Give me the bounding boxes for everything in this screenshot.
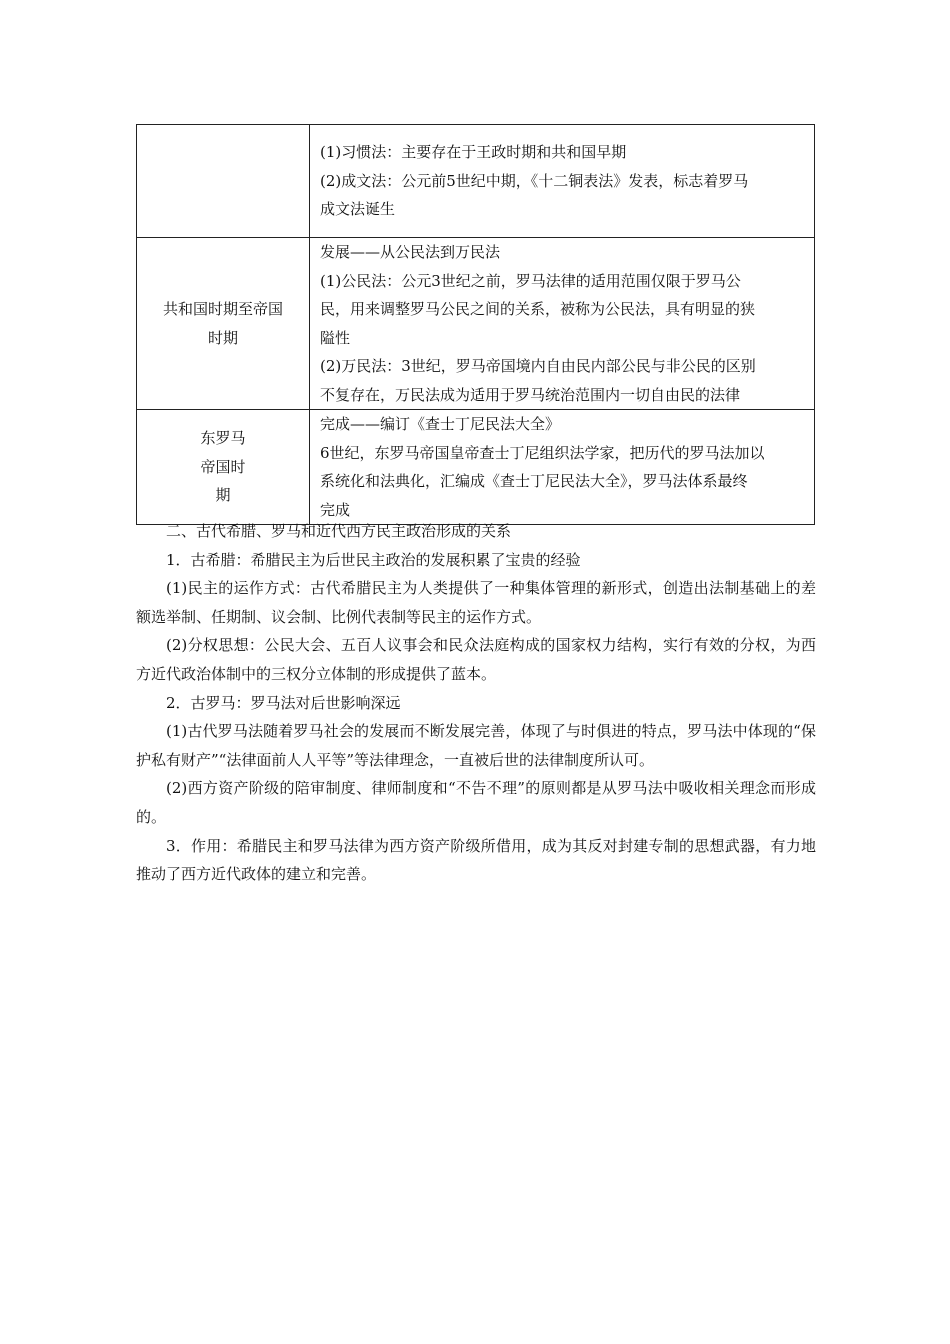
period-line: 时期 — [207, 328, 238, 347]
period-line: 帝国时 — [200, 457, 246, 476]
content-line: (1)公民法：公元3世纪之前，罗马法律的适用范围仅限于罗马公 — [320, 271, 741, 290]
content-cell — [310, 410, 815, 525]
period-cell — [137, 410, 310, 525]
content-line: 完成 — [320, 500, 351, 519]
content-cell — [310, 125, 815, 238]
content-line: 民，用来调整罗马公民之间的关系，被称为公民法，具有明显的狭 — [320, 300, 756, 318]
content-line: 隘性 — [320, 328, 351, 347]
paragraph: (2)分权思想：公民大会、五百人议事会和民众法庭构成的国家权力结构，实行有效的分权，为西方近代政治体制中的三权分立体制的形成提供了蓝本。 — [136, 636, 816, 683]
content-line: 完成——编订《查士丁尼民法大全》 — [320, 415, 561, 433]
content-line: 发展——从公民法到万民法 — [320, 243, 501, 261]
content-line: 不复存在，万民法成为适用于罗马统治范围内一切自由民的法律 — [320, 385, 741, 404]
content-line: (1)习惯法：主要存在于王政时期和共和国早期 — [320, 143, 627, 162]
paragraph: (2)西方资产阶级的陪审制度、律师制度和“不告不理”的原则都是从罗马法中吸收相关理念而形成的。 — [136, 779, 816, 826]
roman-law-table — [136, 124, 815, 525]
subheading: 2．古罗马：罗马法对后世影响深远 — [166, 693, 401, 712]
table-row — [137, 410, 815, 525]
table-row — [137, 125, 815, 238]
paragraph: 3．作用：希腊民主和罗马法律为西方资产阶级所借用，成为其反对封建专制的思想武器，有力地推动了西方近代政体的建立和完善。 — [136, 836, 816, 884]
content-cell — [310, 238, 815, 410]
paragraph: (1)民主的运作方式：古代希腊民主为人类提供了一种集体管理的新形式，创造出法制基础上的差额选举制、任期制、议会制、比例代表制等民主的运作方式。 — [136, 579, 816, 626]
period-line: 东罗马 — [200, 429, 246, 448]
period-line: 期 — [215, 486, 231, 505]
table-row — [137, 238, 815, 410]
content-line: 6世纪，东罗马帝国皇帝查士丁尼组织法学家，把历代的罗马法加以 — [320, 443, 765, 462]
period-cell — [137, 125, 310, 238]
section-heading: 二、古代希腊、罗马和近代西方民主政治形成的关系 — [166, 522, 512, 540]
content-line: 系统化和法典化，汇编成《查士丁尼民法大全》，罗马法体系最终 — [320, 472, 748, 490]
body-text — [136, 517, 816, 889]
content-line: 成文法诞生 — [320, 200, 396, 219]
subheading: 1．古希腊：希腊民主为后世民主政治的发展积累了宝贵的经验 — [166, 550, 581, 569]
content-line: (2)成文法：公元前5世纪中期，《十二铜表法》发表，标志着罗马 — [320, 171, 749, 190]
period-cell — [137, 238, 310, 410]
period-line: 共和国时期至帝国 — [162, 300, 283, 318]
paragraph: (1)古代罗马法随着罗马社会的发展而不断发展完善，体现了与时俱进的特点，罗马法中体现的“保护私有财产”“法律面前人人平等”等法律理念，一直被后世的法律制度所认可。 — [136, 722, 816, 769]
content-line: (2)万民法：3世纪，罗马帝国境内自由民内部公民与非公民的区别 — [320, 357, 756, 375]
